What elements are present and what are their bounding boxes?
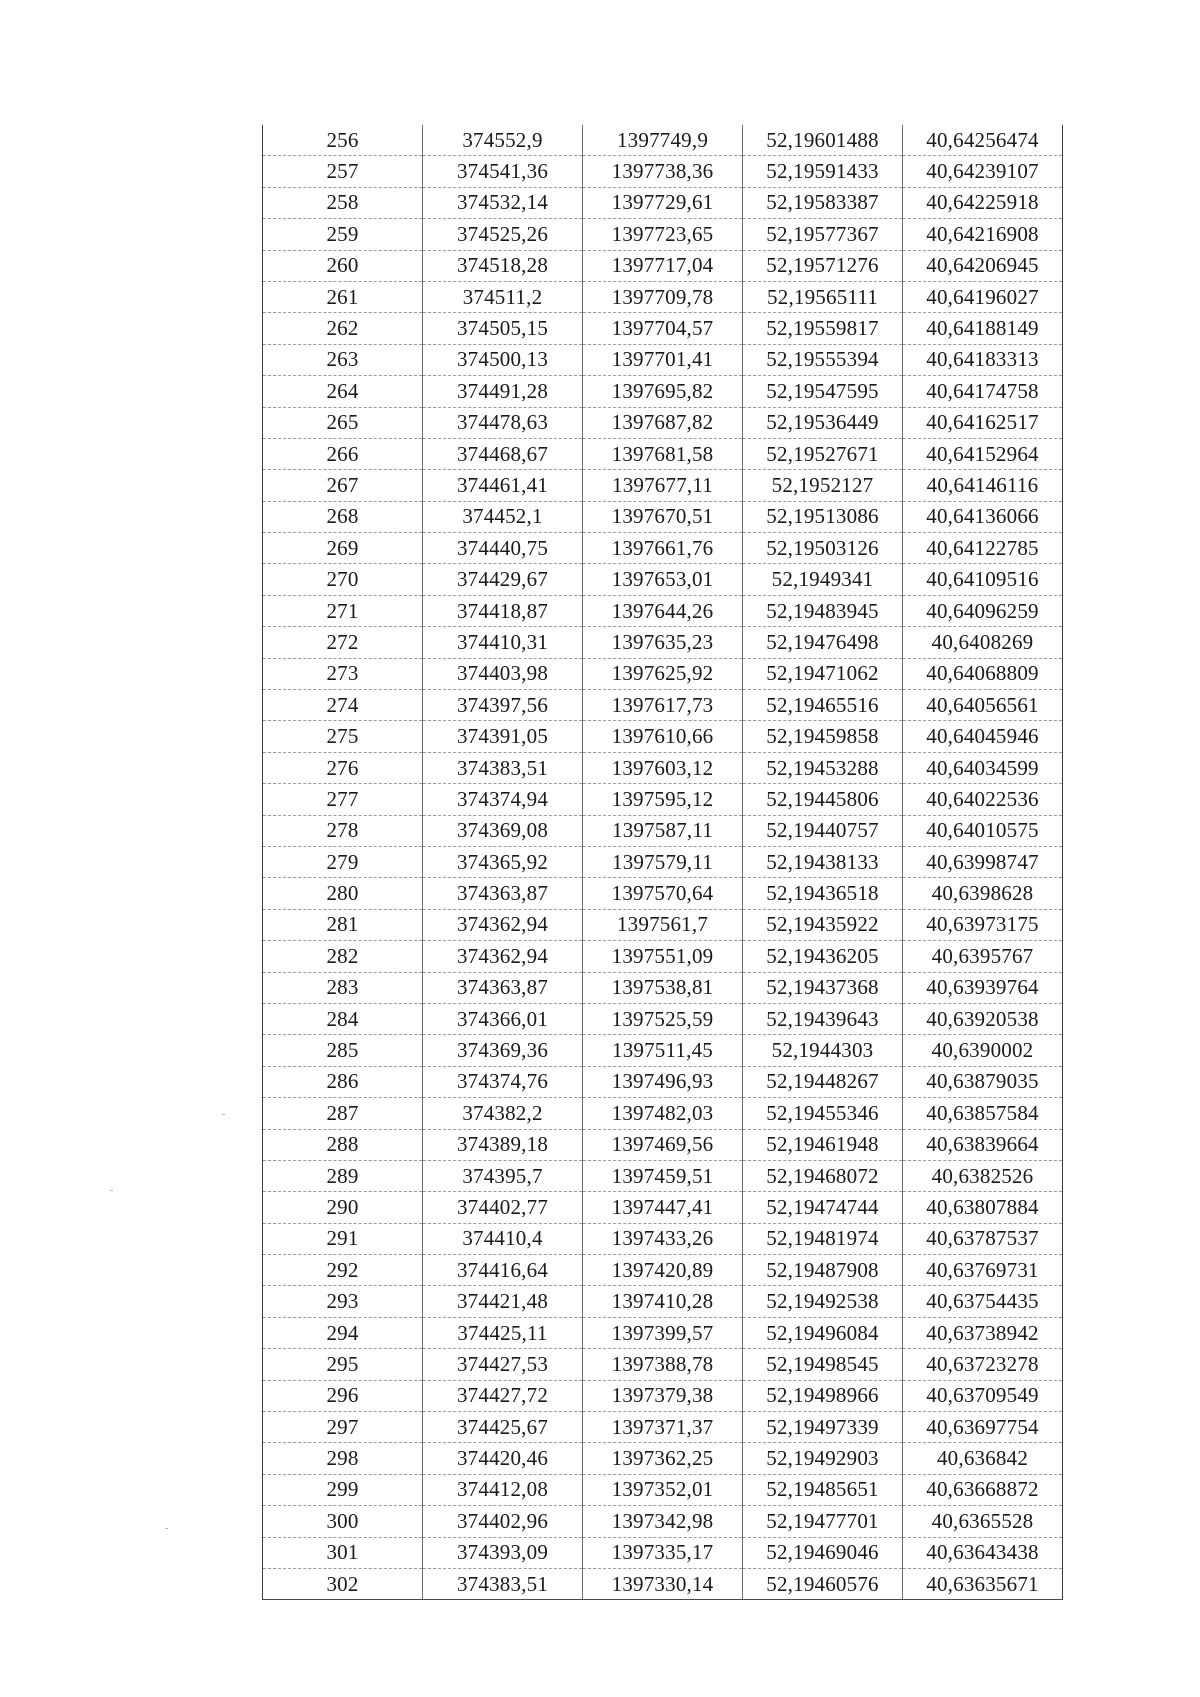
table-row (263, 1443, 1063, 1474)
x-coordinate-cell: 374362,94 (423, 909, 583, 940)
table-row (263, 878, 1063, 909)
table-row (263, 156, 1063, 187)
point-number-cell: 280 (263, 878, 423, 909)
scan-speck (165, 1528, 168, 1529)
y-coordinate-cell: 1397603,12 (583, 752, 743, 783)
latitude-cell: 52,19487908 (743, 1255, 903, 1286)
point-number-cell: 293 (263, 1286, 423, 1317)
y-coordinate-cell: 1397330,14 (583, 1568, 743, 1599)
longitude-cell: 40,64056561 (903, 690, 1063, 721)
table-row (263, 1129, 1063, 1160)
longitude-cell: 40,64146116 (903, 470, 1063, 501)
table-row (263, 564, 1063, 595)
longitude-cell: 40,64183313 (903, 344, 1063, 375)
latitude-cell: 52,19492903 (743, 1443, 903, 1474)
x-coordinate-cell: 374391,05 (423, 721, 583, 752)
latitude-cell: 52,19460576 (743, 1568, 903, 1599)
latitude-cell: 52,19436205 (743, 941, 903, 972)
x-coordinate-cell: 374418,87 (423, 595, 583, 626)
longitude-cell: 40,63754435 (903, 1286, 1063, 1317)
longitude-cell: 40,63709549 (903, 1380, 1063, 1411)
table-row (263, 909, 1063, 940)
x-coordinate-cell: 374383,51 (423, 1568, 583, 1599)
x-coordinate-cell: 374452,1 (423, 501, 583, 532)
latitude-cell: 52,19468072 (743, 1160, 903, 1191)
scan-speck (110, 1190, 113, 1191)
latitude-cell: 52,19496084 (743, 1317, 903, 1348)
latitude-cell: 52,19571276 (743, 250, 903, 281)
latitude-cell: 52,19435922 (743, 909, 903, 940)
table-row (263, 1192, 1063, 1223)
x-coordinate-cell: 374427,53 (423, 1349, 583, 1380)
table-row (263, 752, 1063, 783)
point-number-cell: 277 (263, 784, 423, 815)
longitude-cell: 40,6398628 (903, 878, 1063, 909)
y-coordinate-cell: 1397681,58 (583, 438, 743, 469)
table-row (263, 407, 1063, 438)
x-coordinate-cell: 374541,36 (423, 156, 583, 187)
point-number-cell: 299 (263, 1474, 423, 1505)
point-number-cell: 259 (263, 219, 423, 250)
y-coordinate-cell: 1397352,01 (583, 1474, 743, 1505)
y-coordinate-cell: 1397496,93 (583, 1066, 743, 1097)
y-coordinate-cell: 1397459,51 (583, 1160, 743, 1191)
x-coordinate-cell: 374393,09 (423, 1537, 583, 1568)
x-coordinate-cell: 374552,9 (423, 125, 583, 156)
x-coordinate-cell: 374491,28 (423, 376, 583, 407)
longitude-cell: 40,64216908 (903, 219, 1063, 250)
point-number-cell: 261 (263, 281, 423, 312)
longitude-cell: 40,64239107 (903, 156, 1063, 187)
x-coordinate-cell: 374382,2 (423, 1098, 583, 1129)
y-coordinate-cell: 1397617,73 (583, 690, 743, 721)
point-number-cell: 257 (263, 156, 423, 187)
x-coordinate-cell: 374478,63 (423, 407, 583, 438)
latitude-cell: 52,19527671 (743, 438, 903, 469)
point-number-cell: 295 (263, 1349, 423, 1380)
point-number-cell: 271 (263, 595, 423, 626)
x-coordinate-cell: 374429,67 (423, 564, 583, 595)
latitude-cell: 52,19436518 (743, 878, 903, 909)
coordinates-table-body (263, 125, 1063, 1600)
y-coordinate-cell: 1397653,01 (583, 564, 743, 595)
latitude-cell: 52,19439643 (743, 1003, 903, 1034)
table-row (263, 941, 1063, 972)
longitude-cell: 40,63738942 (903, 1317, 1063, 1348)
y-coordinate-cell: 1397447,41 (583, 1192, 743, 1223)
longitude-cell: 40,636842 (903, 1443, 1063, 1474)
x-coordinate-cell: 374416,64 (423, 1255, 583, 1286)
point-number-cell: 274 (263, 690, 423, 721)
x-coordinate-cell: 374383,51 (423, 752, 583, 783)
point-number-cell: 291 (263, 1223, 423, 1254)
latitude-cell: 52,19536449 (743, 407, 903, 438)
point-number-cell: 300 (263, 1506, 423, 1537)
latitude-cell: 52,19459858 (743, 721, 903, 752)
y-coordinate-cell: 1397342,98 (583, 1506, 743, 1537)
latitude-cell: 52,19476498 (743, 627, 903, 658)
longitude-cell: 40,63939764 (903, 972, 1063, 1003)
longitude-cell: 40,63668872 (903, 1474, 1063, 1505)
y-coordinate-cell: 1397635,23 (583, 627, 743, 658)
x-coordinate-cell: 374511,2 (423, 281, 583, 312)
table-row (263, 1537, 1063, 1568)
latitude-cell: 52,19461948 (743, 1129, 903, 1160)
latitude-cell: 52,19583387 (743, 187, 903, 218)
point-number-cell: 275 (263, 721, 423, 752)
y-coordinate-cell: 1397525,59 (583, 1003, 743, 1034)
y-coordinate-cell: 1397538,81 (583, 972, 743, 1003)
longitude-cell: 40,6408269 (903, 627, 1063, 658)
x-coordinate-cell: 374402,96 (423, 1506, 583, 1537)
table-row (263, 1255, 1063, 1286)
y-coordinate-cell: 1397644,26 (583, 595, 743, 626)
point-number-cell: 262 (263, 313, 423, 344)
table-row (263, 1506, 1063, 1537)
table-row (263, 1474, 1063, 1505)
x-coordinate-cell: 374363,87 (423, 878, 583, 909)
point-number-cell: 296 (263, 1380, 423, 1411)
y-coordinate-cell: 1397335,17 (583, 1537, 743, 1568)
y-coordinate-cell: 1397579,11 (583, 846, 743, 877)
x-coordinate-cell: 374362,94 (423, 941, 583, 972)
table-row (263, 721, 1063, 752)
latitude-cell: 52,19601488 (743, 125, 903, 156)
table-row (263, 1223, 1063, 1254)
longitude-cell: 40,6395767 (903, 941, 1063, 972)
x-coordinate-cell: 374366,01 (423, 1003, 583, 1034)
x-coordinate-cell: 374410,4 (423, 1223, 583, 1254)
latitude-cell: 52,19465516 (743, 690, 903, 721)
point-number-cell: 264 (263, 376, 423, 407)
table-row (263, 1412, 1063, 1443)
point-number-cell: 269 (263, 533, 423, 564)
y-coordinate-cell: 1397723,65 (583, 219, 743, 250)
table-row (263, 846, 1063, 877)
y-coordinate-cell: 1397695,82 (583, 376, 743, 407)
point-number-cell: 298 (263, 1443, 423, 1474)
x-coordinate-cell: 374397,56 (423, 690, 583, 721)
longitude-cell: 40,6382526 (903, 1160, 1063, 1191)
x-coordinate-cell: 374461,41 (423, 470, 583, 501)
latitude-cell: 52,19469046 (743, 1537, 903, 1568)
longitude-cell: 40,63643438 (903, 1537, 1063, 1568)
y-coordinate-cell: 1397371,37 (583, 1412, 743, 1443)
point-number-cell: 286 (263, 1066, 423, 1097)
point-number-cell: 272 (263, 627, 423, 658)
point-number-cell: 284 (263, 1003, 423, 1034)
table-row (263, 281, 1063, 312)
latitude-cell: 52,19577367 (743, 219, 903, 250)
y-coordinate-cell: 1397570,64 (583, 878, 743, 909)
table-row (263, 250, 1063, 281)
table-row (263, 1568, 1063, 1599)
longitude-cell: 40,64109516 (903, 564, 1063, 595)
coordinates-table (262, 125, 1063, 1600)
point-number-cell: 302 (263, 1568, 423, 1599)
point-number-cell: 297 (263, 1412, 423, 1443)
table-row (263, 784, 1063, 815)
table-row (263, 1160, 1063, 1191)
x-coordinate-cell: 374410,31 (423, 627, 583, 658)
y-coordinate-cell: 1397388,78 (583, 1349, 743, 1380)
longitude-cell: 40,64174758 (903, 376, 1063, 407)
point-number-cell: 258 (263, 187, 423, 218)
point-number-cell: 270 (263, 564, 423, 595)
longitude-cell: 40,64068809 (903, 658, 1063, 689)
y-coordinate-cell: 1397709,78 (583, 281, 743, 312)
latitude-cell: 52,19565111 (743, 281, 903, 312)
table-row (263, 1380, 1063, 1411)
y-coordinate-cell: 1397738,36 (583, 156, 743, 187)
x-coordinate-cell: 374421,48 (423, 1286, 583, 1317)
point-number-cell: 260 (263, 250, 423, 281)
y-coordinate-cell: 1397687,82 (583, 407, 743, 438)
longitude-cell: 40,64022536 (903, 784, 1063, 815)
latitude-cell: 52,1952127 (743, 470, 903, 501)
latitude-cell: 52,19481974 (743, 1223, 903, 1254)
table-row (263, 815, 1063, 846)
point-number-cell: 294 (263, 1317, 423, 1348)
y-coordinate-cell: 1397701,41 (583, 344, 743, 375)
point-number-cell: 273 (263, 658, 423, 689)
longitude-cell: 40,64188149 (903, 313, 1063, 344)
point-number-cell: 292 (263, 1255, 423, 1286)
y-coordinate-cell: 1397469,56 (583, 1129, 743, 1160)
latitude-cell: 52,19438133 (743, 846, 903, 877)
latitude-cell: 52,19448267 (743, 1066, 903, 1097)
table-row (263, 1035, 1063, 1066)
table-row (263, 1286, 1063, 1317)
x-coordinate-cell: 374420,46 (423, 1443, 583, 1474)
longitude-cell: 40,64225918 (903, 187, 1063, 218)
x-coordinate-cell: 374532,14 (423, 187, 583, 218)
point-number-cell: 287 (263, 1098, 423, 1129)
latitude-cell: 52,19437368 (743, 972, 903, 1003)
point-number-cell: 282 (263, 941, 423, 972)
point-number-cell: 290 (263, 1192, 423, 1223)
point-number-cell: 266 (263, 438, 423, 469)
latitude-cell: 52,19474744 (743, 1192, 903, 1223)
table-row (263, 627, 1063, 658)
longitude-cell: 40,64206945 (903, 250, 1063, 281)
latitude-cell: 52,19440757 (743, 815, 903, 846)
y-coordinate-cell: 1397729,61 (583, 187, 743, 218)
table-row (263, 438, 1063, 469)
longitude-cell: 40,63879035 (903, 1066, 1063, 1097)
longitude-cell: 40,63697754 (903, 1412, 1063, 1443)
y-coordinate-cell: 1397433,26 (583, 1223, 743, 1254)
x-coordinate-cell: 374369,36 (423, 1035, 583, 1066)
latitude-cell: 52,19498545 (743, 1349, 903, 1380)
longitude-cell: 40,64034599 (903, 752, 1063, 783)
table-row (263, 533, 1063, 564)
longitude-cell: 40,63787537 (903, 1223, 1063, 1254)
point-number-cell: 278 (263, 815, 423, 846)
x-coordinate-cell: 374518,28 (423, 250, 583, 281)
point-number-cell: 285 (263, 1035, 423, 1066)
y-coordinate-cell: 1397511,45 (583, 1035, 743, 1066)
x-coordinate-cell: 374500,13 (423, 344, 583, 375)
longitude-cell: 40,63807884 (903, 1192, 1063, 1223)
latitude-cell: 52,19455346 (743, 1098, 903, 1129)
y-coordinate-cell: 1397610,66 (583, 721, 743, 752)
y-coordinate-cell: 1397379,38 (583, 1380, 743, 1411)
table-row (263, 219, 1063, 250)
latitude-cell: 52,19513086 (743, 501, 903, 532)
latitude-cell: 52,19547595 (743, 376, 903, 407)
x-coordinate-cell: 374427,72 (423, 1380, 583, 1411)
longitude-cell: 40,64010575 (903, 815, 1063, 846)
longitude-cell: 40,63839664 (903, 1129, 1063, 1160)
point-number-cell: 268 (263, 501, 423, 532)
latitude-cell: 52,1949341 (743, 564, 903, 595)
table-row (263, 501, 1063, 532)
table-row (263, 1098, 1063, 1129)
latitude-cell: 52,19555394 (743, 344, 903, 375)
latitude-cell: 52,19497339 (743, 1412, 903, 1443)
longitude-cell: 40,63973175 (903, 909, 1063, 940)
x-coordinate-cell: 374389,18 (423, 1129, 583, 1160)
x-coordinate-cell: 374425,11 (423, 1317, 583, 1348)
y-coordinate-cell: 1397595,12 (583, 784, 743, 815)
y-coordinate-cell: 1397561,7 (583, 909, 743, 940)
latitude-cell: 52,19477701 (743, 1506, 903, 1537)
table-row (263, 1003, 1063, 1034)
table-row (263, 972, 1063, 1003)
x-coordinate-cell: 374468,67 (423, 438, 583, 469)
longitude-cell: 40,64136066 (903, 501, 1063, 532)
x-coordinate-cell: 374402,77 (423, 1192, 583, 1223)
x-coordinate-cell: 374369,08 (423, 815, 583, 846)
table-row (263, 1066, 1063, 1097)
longitude-cell: 40,63723278 (903, 1349, 1063, 1380)
longitude-cell: 40,64196027 (903, 281, 1063, 312)
y-coordinate-cell: 1397482,03 (583, 1098, 743, 1129)
longitude-cell: 40,64096259 (903, 595, 1063, 626)
latitude-cell: 52,19483945 (743, 595, 903, 626)
y-coordinate-cell: 1397362,25 (583, 1443, 743, 1474)
x-coordinate-cell: 374425,67 (423, 1412, 583, 1443)
y-coordinate-cell: 1397661,76 (583, 533, 743, 564)
table-row (263, 344, 1063, 375)
table-row (263, 313, 1063, 344)
point-number-cell: 279 (263, 846, 423, 877)
point-number-cell: 301 (263, 1537, 423, 1568)
latitude-cell: 52,19591433 (743, 156, 903, 187)
latitude-cell: 52,1944303 (743, 1035, 903, 1066)
y-coordinate-cell: 1397420,89 (583, 1255, 743, 1286)
y-coordinate-cell: 1397625,92 (583, 658, 743, 689)
point-number-cell: 276 (263, 752, 423, 783)
latitude-cell: 52,19453288 (743, 752, 903, 783)
y-coordinate-cell: 1397410,28 (583, 1286, 743, 1317)
table-row (263, 1349, 1063, 1380)
longitude-cell: 40,64152964 (903, 438, 1063, 469)
point-number-cell: 265 (263, 407, 423, 438)
y-coordinate-cell: 1397717,04 (583, 250, 743, 281)
table-row (263, 376, 1063, 407)
table-row (263, 187, 1063, 218)
y-coordinate-cell: 1397670,51 (583, 501, 743, 532)
point-number-cell: 281 (263, 909, 423, 940)
longitude-cell: 40,64045946 (903, 721, 1063, 752)
x-coordinate-cell: 374365,92 (423, 846, 583, 877)
latitude-cell: 52,19498966 (743, 1380, 903, 1411)
point-number-cell: 288 (263, 1129, 423, 1160)
x-coordinate-cell: 374412,08 (423, 1474, 583, 1505)
latitude-cell: 52,19503126 (743, 533, 903, 564)
longitude-cell: 40,6365528 (903, 1506, 1063, 1537)
latitude-cell: 52,19492538 (743, 1286, 903, 1317)
longitude-cell: 40,63769731 (903, 1255, 1063, 1286)
point-number-cell: 256 (263, 125, 423, 156)
x-coordinate-cell: 374374,76 (423, 1066, 583, 1097)
table-row (263, 690, 1063, 721)
table-row (263, 125, 1063, 156)
point-number-cell: 263 (263, 344, 423, 375)
y-coordinate-cell: 1397704,57 (583, 313, 743, 344)
longitude-cell: 40,64122785 (903, 533, 1063, 564)
y-coordinate-cell: 1397399,57 (583, 1317, 743, 1348)
longitude-cell: 40,63998747 (903, 846, 1063, 877)
latitude-cell: 52,19559817 (743, 313, 903, 344)
point-number-cell: 267 (263, 470, 423, 501)
latitude-cell: 52,19471062 (743, 658, 903, 689)
longitude-cell: 40,63920538 (903, 1003, 1063, 1034)
longitude-cell: 40,6390002 (903, 1035, 1063, 1066)
table-row (263, 658, 1063, 689)
longitude-cell: 40,63635671 (903, 1568, 1063, 1599)
longitude-cell: 40,64162517 (903, 407, 1063, 438)
y-coordinate-cell: 1397587,11 (583, 815, 743, 846)
x-coordinate-cell: 374374,94 (423, 784, 583, 815)
x-coordinate-cell: 374505,15 (423, 313, 583, 344)
x-coordinate-cell: 374395,7 (423, 1160, 583, 1191)
latitude-cell: 52,19485651 (743, 1474, 903, 1505)
x-coordinate-cell: 374440,75 (423, 533, 583, 564)
latitude-cell: 52,19445806 (743, 784, 903, 815)
table-row (263, 1317, 1063, 1348)
x-coordinate-cell: 374525,26 (423, 219, 583, 250)
point-number-cell: 289 (263, 1160, 423, 1191)
longitude-cell: 40,64256474 (903, 125, 1063, 156)
y-coordinate-cell: 1397551,09 (583, 941, 743, 972)
table-row (263, 470, 1063, 501)
point-number-cell: 283 (263, 972, 423, 1003)
y-coordinate-cell: 1397749,9 (583, 125, 743, 156)
table-row (263, 595, 1063, 626)
x-coordinate-cell: 374363,87 (423, 972, 583, 1003)
scan-speck (222, 1114, 225, 1115)
longitude-cell: 40,63857584 (903, 1098, 1063, 1129)
x-coordinate-cell: 374403,98 (423, 658, 583, 689)
y-coordinate-cell: 1397677,11 (583, 470, 743, 501)
